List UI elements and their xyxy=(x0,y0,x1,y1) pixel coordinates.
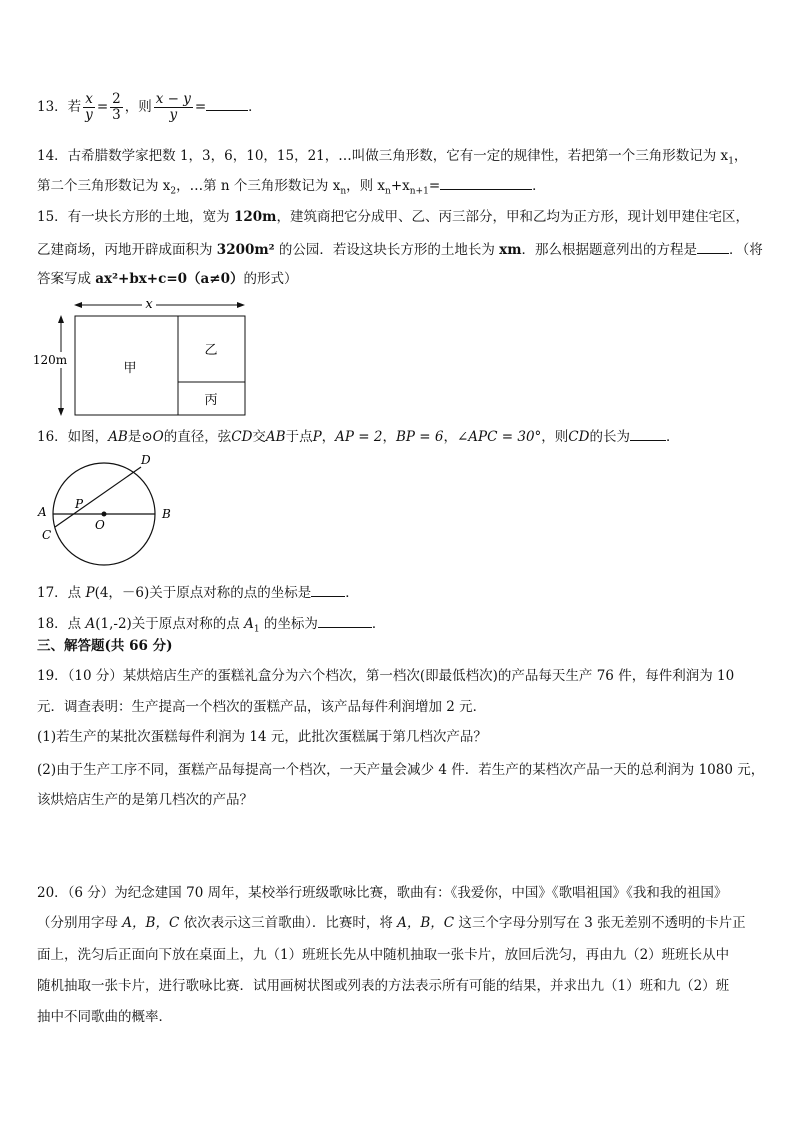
arrow-top-head xyxy=(58,315,64,323)
question-13: 13．若 $\frac{x}{y}$ = $\frac{2}{3}$ ，则 $\frac{x - y}{y}$ = ． xyxy=(37,91,262,123)
label-yi: 乙 xyxy=(204,343,218,358)
label-bing: 丙 xyxy=(204,393,218,408)
question-20-line-2: （分别用字母 A，B，C 依次表示这三首歌曲）．比赛时，将 A，B，C 这三个字母分别写在 3 张无差别不透明的卡片正 xyxy=(37,915,746,931)
label-d: D xyxy=(141,453,151,467)
label-x: x xyxy=(145,297,153,312)
question-15-line-3: 答案写成 ax²+bx+c=0（a≠0）的形式） xyxy=(37,271,298,287)
label-p: P xyxy=(75,497,84,511)
question-19-line-2: 元．调查表明：生产提高一个档次的蛋糕产品，该产品每件利润增加 2 元． xyxy=(37,699,487,715)
question-20-line-4: 随机抽取一张卡片，进行歌咏比赛．试用画树状图或列表的方法表示所有可能的结果，并求出九（1）班和九（2）班 xyxy=(37,978,730,994)
arrow-bottom-head xyxy=(58,408,64,416)
answer-blank-18[interactable] xyxy=(318,613,372,628)
answer-blank-15[interactable] xyxy=(697,239,729,254)
answer-blank-16[interactable] xyxy=(630,426,666,441)
fraction-x-over-y: $\frac{x}{y}$ xyxy=(85,91,93,123)
question-19-part-1: (1)若生产的某批次蛋糕每件利润为 14 元，此批次蛋糕属于第几档次产品？ xyxy=(37,729,487,745)
question-16: 16．如图，AB是⊙O的直径，弦CD交AB于点P，AP = 2，BP = 6，∠APC = 30°，则CD的长为 ． xyxy=(37,426,679,447)
label-c: C xyxy=(42,528,52,542)
land-division-figure xyxy=(30,292,260,420)
question-20-line-1: 20．（6 分）为纪念建国 70 周年，某校举行班级歌咏比赛，歌曲有：《我爱你，中国》《歌唱祖国》《我和我的祖国》 xyxy=(37,885,728,901)
q13-then: ，则 xyxy=(124,99,152,115)
answer-blank-14[interactable] xyxy=(440,175,532,190)
q13-equals: = xyxy=(96,99,109,115)
fraction-2-over-3: $\frac{2}{3}$ xyxy=(112,91,121,123)
label-o: O xyxy=(95,518,105,532)
question-18: 18．点 A(1,-2)关于原点对称的点 $A_1$ 的坐标为 ． xyxy=(37,613,385,640)
section-3-heading: 三、解答题(共 66 分) xyxy=(37,638,173,654)
question-19-line-1: 19．（10 分）某烘焙店生产的蛋糕礼盒分为六个档次，第一档次(即最低档次)的产品每天生产 76 件，每件利润为 10 xyxy=(37,668,735,684)
arrow-right-head xyxy=(237,302,245,308)
question-15-line-2: 乙建商场，丙地开辟成面积为 3200m² 的公园．若设这块长方形的土地长为 xm．那么根据题意列出的方程是 ．（将 xyxy=(37,239,763,260)
question-20-line-3: 面上，洗匀后正面向下放在桌面上，九（1）班班长先从中随机抽取一张卡片，放回后洗匀，再由九（2）班班长从中 xyxy=(37,947,730,963)
arrow-left-head xyxy=(74,302,82,308)
label-120m: 120m xyxy=(32,353,68,367)
label-a: A xyxy=(38,505,47,519)
q13-prefix: 13．若 xyxy=(37,99,82,115)
land-outline xyxy=(75,316,245,415)
label-b: B xyxy=(162,507,171,521)
center-dot xyxy=(102,512,107,517)
question-17: 17．点 P(4，－6)关于原点对称的点的坐标是 ． xyxy=(37,582,359,603)
question-14-line-1: 14．古希腊数学家把数 1，3，6，10，15，21，…叫做三角形数，它有一定的规律性，若把第一个三角形数记为 $x_1$， xyxy=(37,148,748,167)
question-14-line-2: 第二个三角形数记为 $x_2$，…第 n 个三角形数记为 $x_n$，则 $x_n+x_{n+1}=$ ． xyxy=(37,175,546,202)
answer-blank-17[interactable] xyxy=(311,582,345,597)
label-jia: 甲 xyxy=(123,361,137,376)
fraction-x-minus-y-over-y: $\frac{x - y}{y}$ xyxy=(155,91,191,123)
question-19-part-2-line-2: 该烘焙店生产的是第几档次的产品？ xyxy=(37,792,253,808)
circle-figure xyxy=(34,450,184,574)
question-19-part-2-line-1: (2)由于生产工序不同，蛋糕产品每提高一个档次，一天产量会减少 4 件．若生产的某档次产品一天的总利润为 1080 元， xyxy=(37,762,765,778)
answer-blank-13[interactable] xyxy=(206,96,248,111)
question-15-line-1: 15．有一块长方形的土地，宽为 120m，建筑商把它分成甲、乙、丙三部分，甲和乙均为正方形，现计划甲建住宅区， xyxy=(37,209,749,225)
question-20-line-5: 抽中不同歌曲的概率． xyxy=(37,1009,172,1025)
